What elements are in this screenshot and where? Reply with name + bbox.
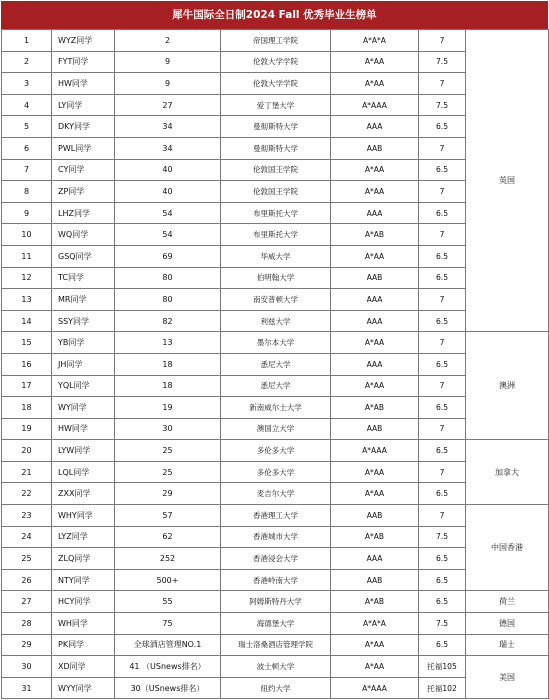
student-cell: FYT同学 — [52, 51, 115, 73]
university-cell: 曼彻斯特大学 — [221, 137, 331, 159]
grades-cell: AAA — [331, 548, 419, 570]
university-cell: 伦敦大学学院 — [221, 51, 331, 73]
grades-cell: A*A*A — [331, 613, 419, 635]
university-rank-cell: 18 — [115, 353, 221, 375]
rank-cell: 29 — [2, 634, 52, 656]
language-score-cell: 7 — [419, 181, 466, 203]
rank-cell: 16 — [2, 353, 52, 375]
university-rank-cell: 69 — [115, 245, 221, 267]
language-score-cell: 6.5 — [419, 267, 466, 289]
table-row — [2, 505, 549, 527]
university-rank-cell: 54 — [115, 202, 221, 224]
student-cell: WH同学 — [52, 613, 115, 635]
rank-cell: 19 — [2, 418, 52, 440]
university-cell: 阿姆斯特丹大学 — [221, 591, 331, 613]
rank-cell: 24 — [2, 526, 52, 548]
rank-cell: 4 — [2, 94, 52, 116]
university-cell: 香港浸会大学 — [221, 548, 331, 570]
grades-cell: A*AA — [331, 332, 419, 354]
student-cell: WY同学 — [52, 397, 115, 419]
grades-cell: AAA — [331, 202, 419, 224]
table-row — [2, 591, 549, 613]
grades-cell: AAA — [331, 289, 419, 311]
university-cell: 利兹大学 — [221, 310, 331, 332]
university-cell: 新南威尔士大学 — [221, 397, 331, 419]
university-cell: 南安普顿大学 — [221, 289, 331, 311]
language-score-cell: 7 — [419, 332, 466, 354]
table-row — [2, 30, 549, 52]
student-cell: LQL同学 — [52, 461, 115, 483]
student-cell: HW同学 — [52, 73, 115, 95]
language-score-cell: 7 — [419, 375, 466, 397]
university-rank-cell: 9 — [115, 51, 221, 73]
university-cell: 布里斯托大学 — [221, 224, 331, 246]
rank-cell: 13 — [2, 289, 52, 311]
university-rank-cell: 80 — [115, 267, 221, 289]
university-rank-cell: 80 — [115, 289, 221, 311]
university-rank-cell: 19 — [115, 397, 221, 419]
language-score-cell: 6.5 — [419, 440, 466, 462]
university-cell: 曼彻斯特大学 — [221, 116, 331, 138]
student-cell: NTY同学 — [52, 569, 115, 591]
language-score-cell: 7 — [419, 73, 466, 95]
university-cell: 香港岭南大学 — [221, 569, 331, 591]
language-score-cell: 7.5 — [419, 526, 466, 548]
grades-cell: AAB — [331, 418, 419, 440]
university-rank-cell: 18 — [115, 375, 221, 397]
university-rank-cell: 全球酒店管理NO.1 — [115, 634, 221, 656]
university-cell: 澳国立大学 — [221, 418, 331, 440]
rank-cell: 20 — [2, 440, 52, 462]
language-score-cell: 托福105 — [419, 656, 466, 678]
language-score-cell: 6.5 — [419, 548, 466, 570]
table-row — [2, 613, 549, 635]
grades-cell: A*AA — [331, 375, 419, 397]
language-score-cell: 7 — [419, 461, 466, 483]
language-score-cell: 7.5 — [419, 51, 466, 73]
student-cell: WQ同学 — [52, 224, 115, 246]
grades-cell: AAA — [331, 310, 419, 332]
rank-cell: 28 — [2, 613, 52, 635]
university-cell: 悉尼大学 — [221, 375, 331, 397]
grades-cell: A*AAA — [331, 440, 419, 462]
student-cell: PWL同学 — [52, 137, 115, 159]
university-rank-cell: 29 — [115, 483, 221, 505]
rank-cell: 17 — [2, 375, 52, 397]
grades-cell: A*AA — [331, 634, 419, 656]
grades-cell: A*AA — [331, 51, 419, 73]
grades-cell: AAB — [331, 137, 419, 159]
student-cell: SSY同学 — [52, 310, 115, 332]
rank-cell: 7 — [2, 159, 52, 181]
student-cell: XD同学 — [52, 656, 115, 678]
grades-cell: A*AAA — [331, 94, 419, 116]
rank-cell: 22 — [2, 483, 52, 505]
university-cell: 香港理工大学 — [221, 505, 331, 527]
student-cell: GSQ同学 — [52, 245, 115, 267]
university-cell: 纽约大学 — [221, 677, 331, 699]
grades-cell: A*AA — [331, 181, 419, 203]
table-row — [2, 440, 549, 462]
university-rank-cell: 34 — [115, 137, 221, 159]
rank-cell: 11 — [2, 245, 52, 267]
table-body — [2, 30, 549, 699]
language-score-cell: 6.5 — [419, 397, 466, 419]
rank-cell: 6 — [2, 137, 52, 159]
region-cell: 中国香港 — [466, 505, 549, 591]
ranking-sheet — [1, 1, 548, 699]
university-rank-cell: 2 — [115, 30, 221, 52]
university-rank-cell: 9 — [115, 73, 221, 95]
grades-cell: A*AAA — [331, 677, 419, 699]
table-row — [2, 656, 549, 678]
grades-cell: AAB — [331, 267, 419, 289]
rank-cell: 1 — [2, 30, 52, 52]
rank-cell: 18 — [2, 397, 52, 419]
student-cell: ZP同学 — [52, 181, 115, 203]
student-cell: MR同学 — [52, 289, 115, 311]
student-cell: PK同学 — [52, 634, 115, 656]
grades-cell: A*AA — [331, 159, 419, 181]
university-cell: 伦敦国王学院 — [221, 159, 331, 181]
university-rank-cell: 57 — [115, 505, 221, 527]
grades-cell: A*A*A — [331, 30, 419, 52]
grades-cell: A*AA — [331, 245, 419, 267]
student-cell: DKY同学 — [52, 116, 115, 138]
university-rank-cell: 55 — [115, 591, 221, 613]
rank-cell: 31 — [2, 677, 52, 699]
rank-cell: 10 — [2, 224, 52, 246]
university-cell: 波士顿大学 — [221, 656, 331, 678]
university-rank-cell: 82 — [115, 310, 221, 332]
region-cell: 加拿大 — [466, 440, 549, 505]
student-cell: HW同学 — [52, 418, 115, 440]
grades-cell: AAB — [331, 569, 419, 591]
student-cell: TC同学 — [52, 267, 115, 289]
language-score-cell: 7 — [419, 418, 466, 440]
university-cell: 爱丁堡大学 — [221, 94, 331, 116]
rank-cell: 2 — [2, 51, 52, 73]
rank-cell: 23 — [2, 505, 52, 527]
student-cell: WHY同学 — [52, 505, 115, 527]
rank-cell: 26 — [2, 569, 52, 591]
table-row — [2, 332, 549, 354]
university-cell: 麦吉尔大学 — [221, 483, 331, 505]
student-cell: ZXX同学 — [52, 483, 115, 505]
language-score-cell: 7 — [419, 137, 466, 159]
university-cell: 华威大学 — [221, 245, 331, 267]
student-cell: LYZ同学 — [52, 526, 115, 548]
university-cell: 多伦多大学 — [221, 461, 331, 483]
student-cell: YB同学 — [52, 332, 115, 354]
university-rank-cell: 30 — [115, 418, 221, 440]
student-cell: HCY同学 — [52, 591, 115, 613]
language-score-cell: 6.5 — [419, 483, 466, 505]
student-cell: LYW同学 — [52, 440, 115, 462]
language-score-cell: 7 — [419, 505, 466, 527]
university-rank-cell: 54 — [115, 224, 221, 246]
student-cell: WYY同学 — [52, 677, 115, 699]
rank-cell: 5 — [2, 116, 52, 138]
rank-cell: 9 — [2, 202, 52, 224]
university-rank-cell: 62 — [115, 526, 221, 548]
university-cell: 布里斯托大学 — [221, 202, 331, 224]
region-cell: 德国 — [466, 613, 549, 635]
language-score-cell: 7.5 — [419, 94, 466, 116]
university-cell: 伦敦国王学院 — [221, 181, 331, 203]
university-rank-cell: 34 — [115, 116, 221, 138]
grades-cell: A*AB — [331, 591, 419, 613]
grades-cell: AAA — [331, 116, 419, 138]
university-rank-cell: 40 — [115, 159, 221, 181]
student-cell: LHZ同学 — [52, 202, 115, 224]
rank-cell: 30 — [2, 656, 52, 678]
language-score-cell: 6.5 — [419, 569, 466, 591]
graduates-table — [1, 29, 549, 699]
university-rank-cell: 13 — [115, 332, 221, 354]
language-score-cell: 7 — [419, 224, 466, 246]
grades-cell: A*AA — [331, 483, 419, 505]
region-cell: 澳洲 — [466, 332, 549, 440]
student-cell: CY同学 — [52, 159, 115, 181]
student-cell: JH同学 — [52, 353, 115, 375]
region-cell: 荷兰 — [466, 591, 549, 613]
student-cell: ZLQ同学 — [52, 548, 115, 570]
language-score-cell: 托福102 — [419, 677, 466, 699]
university-rank-cell: 40 — [115, 181, 221, 203]
university-cell: 悉尼大学 — [221, 353, 331, 375]
language-score-cell: 6.5 — [419, 310, 466, 332]
rank-cell: 25 — [2, 548, 52, 570]
region-cell: 英国 — [466, 30, 549, 332]
university-cell: 伯明翰大学 — [221, 267, 331, 289]
rank-cell: 27 — [2, 591, 52, 613]
university-rank-cell: 27 — [115, 94, 221, 116]
language-score-cell: 6.5 — [419, 116, 466, 138]
language-score-cell: 6.5 — [419, 159, 466, 181]
language-score-cell: 6.5 — [419, 634, 466, 656]
grades-cell: AAA — [331, 353, 419, 375]
university-rank-cell: 252 — [115, 548, 221, 570]
student-cell: YQL同学 — [52, 375, 115, 397]
rank-cell: 8 — [2, 181, 52, 203]
grades-cell: AAB — [331, 505, 419, 527]
student-cell: LY同学 — [52, 94, 115, 116]
language-score-cell: 6.5 — [419, 353, 466, 375]
university-cell: 帝国理工学院 — [221, 30, 331, 52]
grades-cell: A*AA — [331, 73, 419, 95]
rank-cell: 14 — [2, 310, 52, 332]
grades-cell: A*AB — [331, 224, 419, 246]
university-rank-cell: 75 — [115, 613, 221, 635]
table-title: 犀牛国际全日制2024 Fall 优秀毕业生榜单 — [1, 1, 548, 29]
university-rank-cell: 500+ — [115, 569, 221, 591]
grades-cell: A*AA — [331, 656, 419, 678]
university-cell: 伦敦大学学院 — [221, 73, 331, 95]
grades-cell: A*AA — [331, 461, 419, 483]
rank-cell: 21 — [2, 461, 52, 483]
university-rank-cell: 25 — [115, 461, 221, 483]
table-row — [2, 634, 549, 656]
university-cell: 瑞士洛桑酒店管理学院 — [221, 634, 331, 656]
rank-cell: 15 — [2, 332, 52, 354]
university-rank-cell: 30（USnews排名） — [115, 677, 221, 699]
university-cell: 墨尔本大学 — [221, 332, 331, 354]
region-cell: 美国 — [466, 656, 549, 699]
university-cell: 多伦多大学 — [221, 440, 331, 462]
language-score-cell: 7.5 — [419, 613, 466, 635]
language-score-cell: 7 — [419, 289, 466, 311]
region-cell: 瑞士 — [466, 634, 549, 656]
language-score-cell: 7 — [419, 30, 466, 52]
language-score-cell: 6.5 — [419, 591, 466, 613]
language-score-cell: 6.5 — [419, 202, 466, 224]
university-cell: 香港城市大学 — [221, 526, 331, 548]
university-rank-cell: 25 — [115, 440, 221, 462]
university-rank-cell: 41 （USnews排名） — [115, 656, 221, 678]
grades-cell: A*AB — [331, 397, 419, 419]
rank-cell: 12 — [2, 267, 52, 289]
university-cell: 海德堡大学 — [221, 613, 331, 635]
rank-cell: 3 — [2, 73, 52, 95]
language-score-cell: 6.5 — [419, 245, 466, 267]
grades-cell: A*AB — [331, 526, 419, 548]
student-cell: WYZ同学 — [52, 30, 115, 52]
